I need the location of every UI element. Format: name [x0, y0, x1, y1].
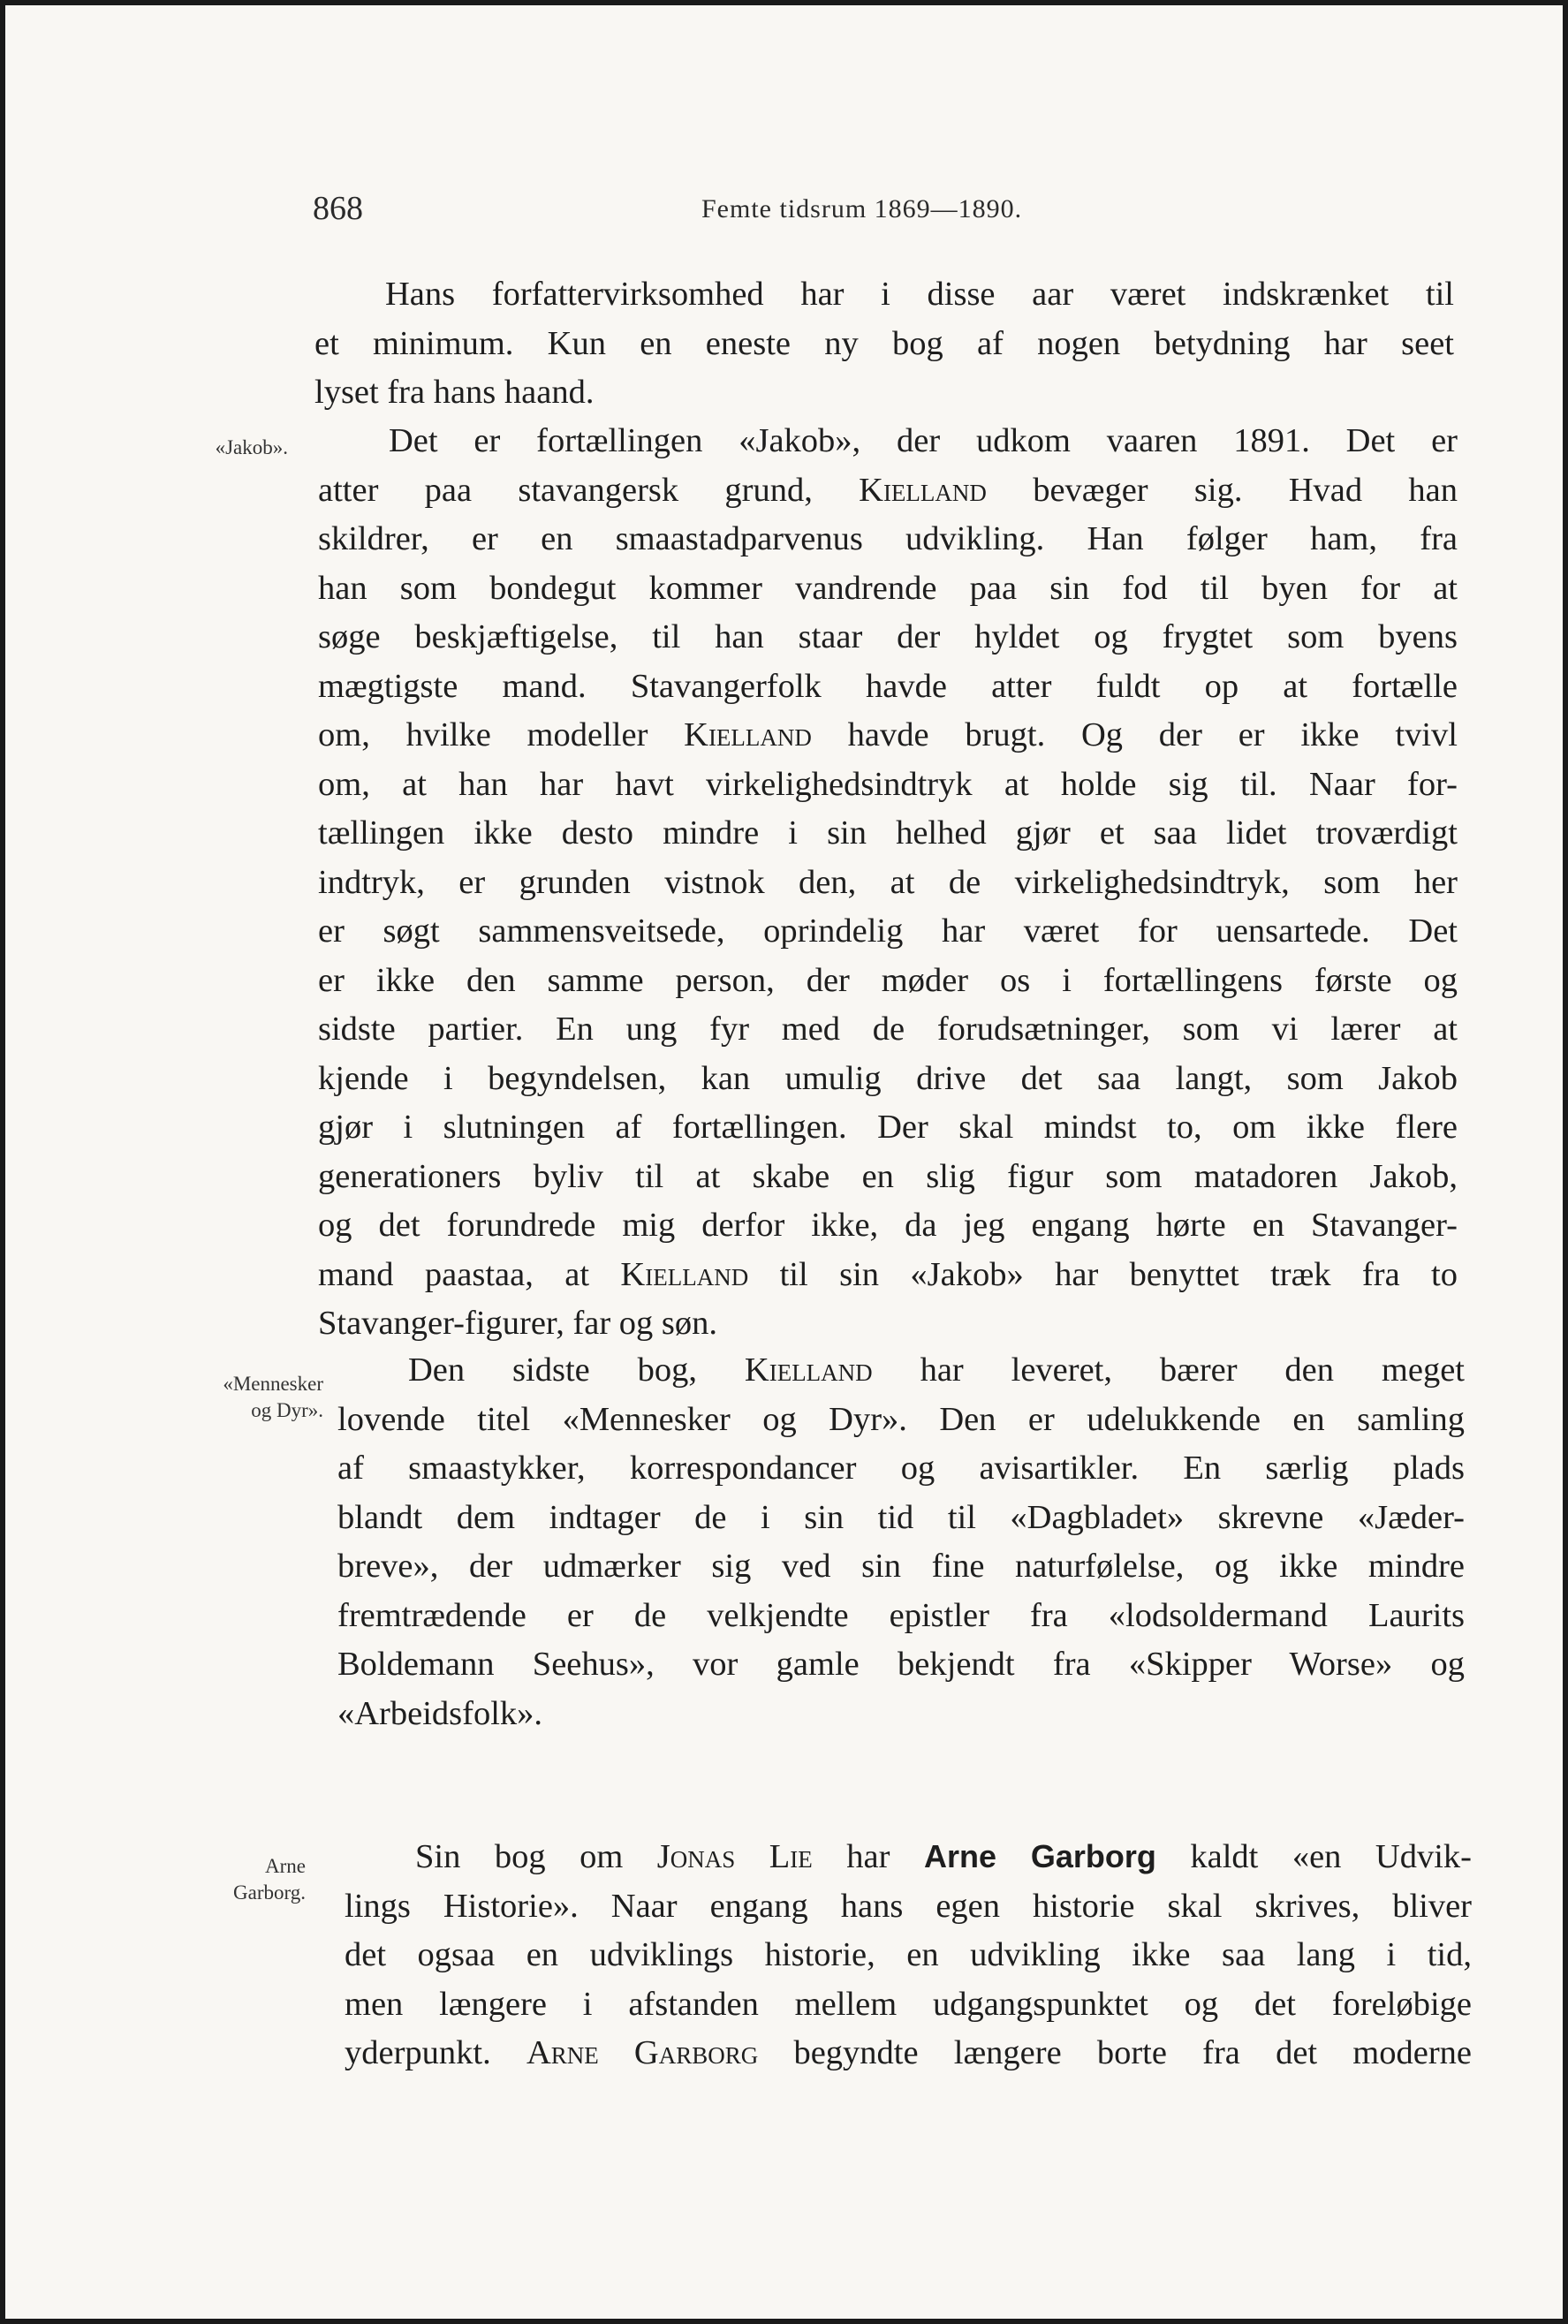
text-line: tællingen ikke desto mindre i sin helhed gjør et saa lidet troværdigt: [318, 814, 1458, 852]
text-line: [337, 1346, 1465, 1396]
text-run: Sin bog om: [415, 1838, 657, 1875]
author-name: Kielland: [684, 716, 812, 753]
text-line: det ogsaa en udviklings historie, en udvikling ikke saa lang i tid,: [345, 1936, 1472, 1973]
running-head: Femte tidsrum 1869—1890.: [701, 194, 1023, 223]
text-line: [318, 466, 1458, 516]
text-line: er ikke den samme person, der møder os i fortællingens første og: [318, 961, 1458, 999]
text-run: har: [812, 1838, 924, 1875]
text-line: «Arbeidsfolk».: [337, 1694, 543, 1732]
text-line: kjende i begyndelsen, kan umulig drive det saa langt, som Jakob: [318, 1059, 1458, 1097]
text-line: men længere i afstanden mellem udgangspunktet og det foreløbige: [345, 1985, 1472, 2023]
author-name: Kielland: [859, 471, 987, 509]
text-run: havde brugt. Og der er ikke tvivl: [811, 716, 1458, 753]
text-run: atter paa stavangersk grund,: [318, 471, 860, 509]
text-run: til sin «Jakob» har benyttet træk fra to: [748, 1255, 1458, 1293]
paragraph-mennesker: [337, 1346, 1465, 1738]
text-line: mægtigste mand. Stavangerfolk havde atter fuldt op at fortælle: [318, 667, 1458, 705]
text-line: [318, 1251, 1458, 1300]
text-line: sidste partier. En ung fyr med de forudsætninger, som vi lærer at: [318, 1011, 1458, 1048]
author-name-bold: Arne Garborg: [923, 1838, 1156, 1874]
text-run: yderpunkt.: [345, 2034, 526, 2071]
text-line: om, at han har havt virkelighedsindtryk at holde sig til. Naar for-: [318, 765, 1458, 803]
text-run: kaldt «en Udvik-: [1155, 1838, 1472, 1875]
text-line: skildrer, er en smaastadparvenus udvikling. Han følger ham, fra: [318, 520, 1458, 557]
author-name: Jonas Lie: [656, 1838, 813, 1875]
margin-note-mennesker: [182, 1371, 323, 1424]
book-page: [5, 5, 1563, 2319]
text-run: om, hvilke modeller: [318, 716, 685, 753]
margin-note-jakob: «Jakob».: [215, 436, 288, 458]
margin-note-line: Garborg.: [233, 1881, 306, 1904]
text-line: fremtrædende er de velkjendte epistler fra «lodsoldermand Laurits: [337, 1596, 1465, 1634]
text-line: lings Historie». Naar engang hans egen historie skal skrives, bliver: [345, 1887, 1472, 1925]
text-line: han som bondegut kommer vandrende paa sin fod til byen for at: [318, 569, 1458, 607]
paragraph-jakob: [318, 417, 1458, 1349]
text-line: lyset fra hans haand.: [314, 374, 595, 411]
text-line: breve», der udmærker sig ved sin fine naturfølelse, og ikke mindre: [337, 1548, 1465, 1585]
text-line: og det forundrede mig derfor ikke, da jeg engang hørte en Stavanger-: [318, 1207, 1458, 1244]
text-line: lovende titel «Mennesker og Dyr». Den er udelukkende en samling: [337, 1400, 1465, 1438]
text-run: har leveret, bærer den meget: [872, 1351, 1465, 1389]
paragraph-1: [314, 270, 1454, 418]
text-line: Stavanger-figurer, far og søn.: [318, 1305, 718, 1342]
text-line: Boldemann Seehus», vor gamle bekjendt fra «Skipper Worse» og: [337, 1646, 1465, 1683]
text-line: søge beskjæftigelse, til han staar der hyldet og frygtet som byens: [318, 618, 1458, 655]
text-line: gjør i slutningen af fortællingen. Der skal mindst to, om ikke flere: [318, 1109, 1458, 1146]
margin-note-garborg: [164, 1853, 306, 1906]
text-line: indtryk, er grunden vistnok den, at de virkelighedsindtryk, som her: [318, 863, 1458, 901]
author-name: Kielland: [620, 1255, 749, 1293]
text-run: bevæger sig. Hvad han: [986, 471, 1458, 509]
text-line: generationers byliv til at skabe en slig figur som matadoren Jakob,: [318, 1157, 1458, 1195]
text-line: et minimum. Kun en eneste ny bog af nogen betydning har seet: [314, 324, 1454, 362]
author-name: Kielland: [744, 1351, 873, 1389]
page-number: 868: [313, 190, 363, 227]
text-line: [345, 2029, 1472, 2078]
text-run: mand paastaa, at: [318, 1255, 621, 1293]
margin-note-line: «Mennesker: [223, 1373, 323, 1395]
text-line: af smaastykker, korrespondancer og avisartikler. En særlig plads: [337, 1450, 1465, 1487]
text-line: er søgt sammensveitsede, oprindelig har været for uensartede. Det: [318, 912, 1458, 950]
text-line: [345, 1832, 1472, 1882]
margin-note-line: og Dyr».: [251, 1399, 323, 1421]
text-line: blandt dem indtager de i sin tid til «Dagbladet» skrevne «Jæder-: [337, 1498, 1465, 1536]
margin-note-line: Arne: [265, 1855, 306, 1877]
author-name: Arne Garborg: [526, 2034, 759, 2071]
text-run: Den sidste bog,: [408, 1351, 745, 1389]
text-line: [318, 711, 1458, 761]
text-run: begyndte længere borte fra det moderne: [758, 2034, 1472, 2071]
text-line: Det er fortællingen «Jakob», der udkom vaaren 1891. Det er: [389, 422, 1458, 459]
paragraph-garborg: [345, 1832, 1472, 2078]
text-line: Hans forfattervirksomhed har i disse aar været indskrænket til: [385, 276, 1454, 313]
